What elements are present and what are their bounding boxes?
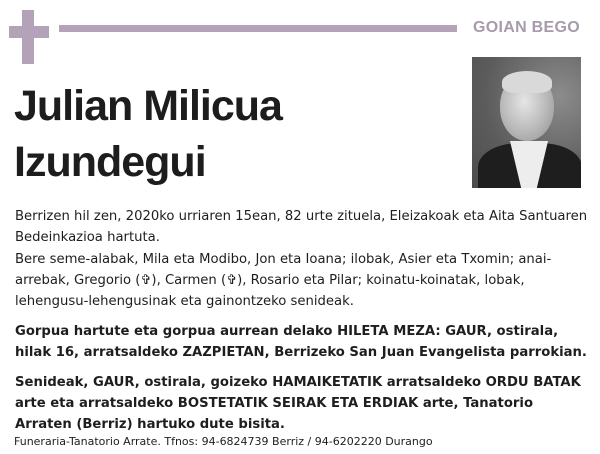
deceased-name-line2: Izundegui [14,138,206,186]
family-paragraph: Bere seme-alabak, Mila eta Modibo, Jon eta Ioana; ilobak, Asier eta Txomin; anai-arrebak, Gregorio (✞), Carmen (✞), Rosario eta Pilar; koinatu-koinatak, lobak, lehengusu-lehengusinak eta gainontzeko senideak. [15,252,552,309]
header-divider [59,25,457,32]
cross-icon [9,10,49,64]
death-notice-paragraph: Berrizen hil zen, 2020ko urriaren 15ean, 82 urte zituela, Eleizakoak eta Aita Santuaren Bedeinkazioa hartuta. [15,209,588,245]
funeral-mass-paragraph: Gorpua hartute eta gorpua aurrean delako HILETA MEZA: GAUR, ostirala, hilak 16, arratsaldeko ZAZPIETAN, Berrizeko San Juan Evangelista parrokian. [15,324,587,360]
funeral-home-footer: Funeraria-Tanatorio Arrate. Tfnos: 94-6824739 Berriz / 94-6202220 Durango [14,435,433,448]
deceased-name-line1: Julian Milicua [14,82,282,130]
portrait-photo [472,57,581,188]
visitation-paragraph: Senideak, GAUR, ostirala, goizeko HAMAIKETATIK arratsaldeko ORDU BATAK arte eta arratsaldeko BOSTETATIK SEIRAK ETA ERDIAK arte, Tanatorio Arraten (Berriz) hartuko dute bisita. [15,375,581,432]
brand-label: GOIAN BEGO [472,19,580,36]
